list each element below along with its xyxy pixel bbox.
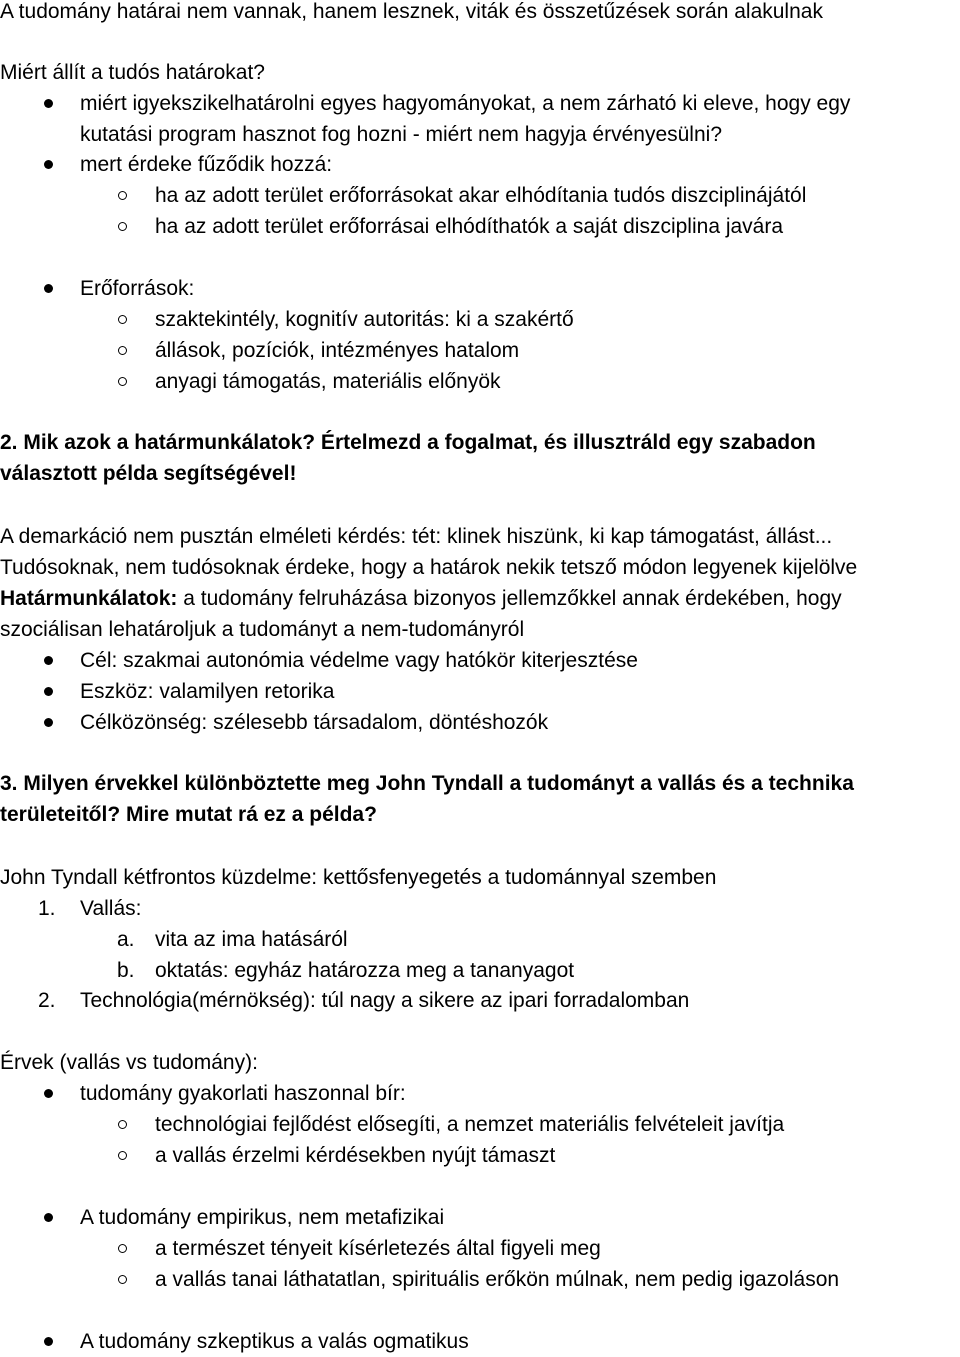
- tyndall-paragraph: John Tyndall kétfrontos küzdelme: kettősfenyegetés a tudománnyal szemben: [0, 866, 717, 889]
- definition-text: a tudomány felruházása bizonyos jellemzőkkel annak érdekében, hogy: [177, 587, 842, 610]
- bullet-text-continued: kutatási program hasznot fog hozni - miért nem hagyja érvényesülni?: [80, 123, 722, 146]
- sub-bullet-icon: [118, 191, 127, 200]
- sub-bullet-text: technológiai fejlődést elősegíti, a nemzet materiális felvételeit javítja: [155, 1113, 785, 1136]
- sub-bullet-text: a természet tényeit kísérletezés által figyeli meg: [155, 1237, 601, 1260]
- sub-bullet-text: állások, pozíciók, intézményes hatalom: [155, 339, 520, 362]
- bullet-text: mert érdeke fűződik hozzá:: [80, 153, 333, 176]
- list-letter: b.: [117, 959, 135, 982]
- bullet-icon: [44, 718, 53, 727]
- sub-bullet-icon: [118, 315, 127, 324]
- sub-bullet-icon: [118, 1151, 127, 1160]
- list-letter: a.: [117, 928, 135, 951]
- intro-paragraph: A tudomány határai nem vannak, hanem lesznek, viták és összetűzések során alakulnak: [0, 0, 823, 23]
- question-2-heading: 2. Mik azok a határmunkálatok? Értelmezd a fogalmat, és illusztráld egy szabadon: [0, 431, 816, 454]
- list-number: 1.: [38, 897, 56, 920]
- bullet-text: Erőforrások:: [80, 277, 195, 300]
- sub-bullet-icon: [118, 346, 127, 355]
- bullet-icon: [44, 687, 53, 696]
- definition-paragraph: [0, 584, 842, 614]
- sub-bullet-icon: [118, 1244, 127, 1253]
- sub-bullet-text: a vallás tanai láthatatlan, spirituális erőkön múlnak, nem pedig igazoláson: [155, 1268, 840, 1291]
- bullet-text: Cél: szakmai autonómia védelme vagy hatókör kiterjesztése: [80, 649, 638, 672]
- sub-bullet-text: ha az adott terület erőforrásokat akar elhódítania tudós diszciplinájától: [155, 184, 807, 207]
- bullet-icon: [44, 160, 53, 169]
- bullet-text: Eszköz: valamilyen retorika: [80, 680, 335, 703]
- sub-bullet-icon: [118, 1275, 127, 1284]
- bullet-icon: [44, 656, 53, 665]
- question-why-boundaries: Miért állít a tudós határokat?: [0, 61, 265, 84]
- bullet-text: Célközönség: szélesebb társadalom, döntéshozók: [80, 711, 549, 734]
- sub-bullet-icon: [118, 377, 127, 386]
- bullet-text: A tudomány empirikus, nem metafizikai: [80, 1206, 445, 1229]
- bullet-text: miért igyekszikelhatárolni egyes hagyományokat, a nem zárható ki eleve, hogy egy: [80, 92, 851, 115]
- bullet-icon: [44, 284, 53, 293]
- lettered-item: oktatás: egyház határozza meg a tananyagot: [155, 959, 575, 982]
- bullet-icon: [44, 1337, 53, 1346]
- sub-bullet-icon: [118, 222, 127, 231]
- arguments-heading: Érvek (vallás vs tudomány):: [0, 1051, 258, 1074]
- question-2-heading-continued: választott példa segítségével!: [0, 462, 297, 485]
- numbered-item: Technológia(mérnökség): túl nagy a sikere az ipari forradalomban: [80, 989, 690, 1012]
- sub-bullet-text: anyagi támogatás, materiális előnyök: [155, 370, 501, 393]
- sub-bullet-icon: [118, 1120, 127, 1129]
- demarcation-paragraph: A demarkáció nem pusztán elméleti kérdés: tét: klinek hiszünk, ki kap támogatást, állást...: [0, 525, 833, 548]
- sub-bullet-text: a vallás érzelmi kérdésekben nyújt támaszt: [155, 1144, 556, 1167]
- lettered-item: vita az ima hatásáról: [155, 928, 348, 951]
- bullet-text: tudomány gyakorlati haszonnal bír:: [80, 1082, 406, 1105]
- sub-bullet-text: szaktekintély, kognitív autoritás: ki a szakértő: [155, 308, 574, 331]
- bullet-text: A tudomány szkeptikus a valás ogmatikus: [80, 1330, 469, 1353]
- bullet-icon: [44, 99, 53, 108]
- bullet-icon: [44, 1213, 53, 1222]
- list-number: 2.: [38, 989, 56, 1012]
- question-3-heading-continued: területeitől? Mire mutat rá ez a példa?: [0, 803, 377, 826]
- bullet-icon: [44, 1089, 53, 1098]
- sub-bullet-text: ha az adott terület erőforrásai elhódíthatók a saját diszciplina javára: [155, 215, 784, 238]
- definition-term: Határmunkálatok:: [0, 587, 178, 610]
- definition-paragraph-continued: szociálisan lehatároljuk a tudományt a nem-tudományról: [0, 618, 525, 641]
- numbered-item: Vallás:: [80, 897, 142, 920]
- question-3-heading: 3. Milyen érvekkel különböztette meg John Tyndall a tudományt a vallás és a technika: [0, 772, 854, 795]
- interest-paragraph: Tudósoknak, nem tudósoknak érdeke, hogy a határok nekik tetsző módon legyenek kijelölve: [0, 556, 858, 579]
